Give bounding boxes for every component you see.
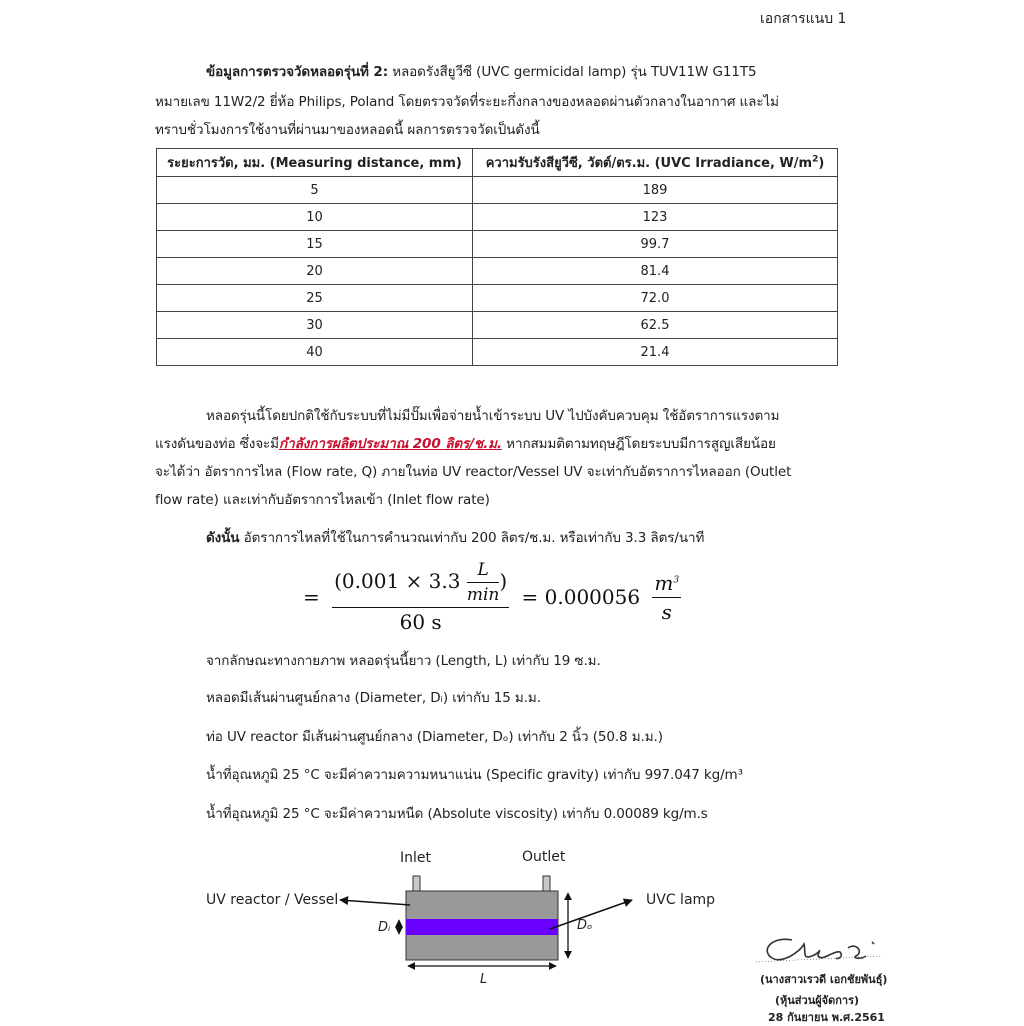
handwritten-signature bbox=[752, 922, 892, 972]
irradiance-cell: 81.4 bbox=[473, 258, 838, 285]
distance-cell: 40 bbox=[157, 339, 473, 366]
irradiance-cell: 189 bbox=[473, 177, 838, 204]
property-viscosity: น้ำที่อุณหภูมิ 25 °C จะมีค่าความหนืด (Absolute viscosity) เท่ากับ 0.00089 kg/m.s bbox=[206, 806, 708, 822]
distance-cell: 15 bbox=[157, 231, 473, 258]
irradiance-cell: 72.0 bbox=[473, 285, 838, 312]
signature-date: 28 กันยายน พ.ศ.2561 bbox=[768, 1011, 885, 1024]
di-label: Dᵢ bbox=[378, 920, 391, 935]
distance-cell: 20 bbox=[157, 258, 473, 285]
inlet-pipe bbox=[413, 876, 420, 891]
irradiance-cell: 99.7 bbox=[473, 231, 838, 258]
distance-cell: 25 bbox=[157, 285, 473, 312]
distance-cell: 10 bbox=[157, 204, 473, 231]
intro-line-3: ทราบชั่วโมงการใช้งานที่ผ่านมาของหลอดนี้ ผลการตรวจวัดเป็นดังนี้ bbox=[155, 122, 540, 138]
irradiance-cell: 123 bbox=[473, 204, 838, 231]
para-line-4: flow rate) และเท่ากับอัตราการไหลเข้า (Inlet flow rate) bbox=[155, 492, 490, 508]
intro-line-1-text: หลอดรังสียูวีซี (UVC germicidal lamp) รุ่น TUV11W G11T5 bbox=[392, 64, 757, 80]
equation-unit: $\frac{m^3}{s}$ bbox=[654, 570, 680, 624]
inlet-label: Inlet bbox=[400, 850, 431, 866]
signatory-name: (นางสาวเรวดี เอกชัยพันธุ์) bbox=[760, 973, 888, 986]
uvc-lamp-bar bbox=[406, 919, 558, 935]
para-line-3: จะได้ว่า อัตราการไหล (Flow rate, Q) ภายในท่อ UV reactor/Vessel UV จะเท่ากับอัตราการไหลออก (Outlet bbox=[155, 464, 792, 480]
therefore-line: ดังนั้น อัตราการไหลที่ใช้ในการคำนวณเท่ากับ 200 ลิตร/ช.ม. หรือเท่ากับ 3.3 ลิตร/นาที bbox=[206, 530, 705, 546]
property-reactor-diameter: ท่อ UV reactor มีเส้นผ่านศูนย์กลาง (Diameter, Dₒ) เท่ากับ 2 นิ้ว (50.8 ม.ม.) bbox=[206, 729, 663, 745]
outlet-label: Outlet bbox=[522, 849, 566, 865]
lamp-arrow bbox=[550, 900, 632, 929]
para-line-1: หลอดรุ่นนี้โดยปกติใช้กับระบบที่ไม่มีปั๊มเพื่อจ่ายน้ำเข้าระบบ UV ไปบังคับควบคุม ใช้อัตราการแรงตาม bbox=[206, 408, 780, 424]
lamp-label: UVC lamp bbox=[646, 892, 716, 908]
distance-cell: 5 bbox=[157, 177, 473, 204]
property-length: จากลักษณะทางกายภาพ หลอดรุ่นนี้ยาว (Length, L) เท่ากับ 19 ซ.ม. bbox=[206, 653, 601, 669]
attachment-label: เอกสารแนบ 1 bbox=[760, 11, 847, 27]
do-label: Dₒ bbox=[577, 918, 593, 933]
para-line-2: แรงดันของท่อ ซึ่งจะมีกำลังการผลิตประมาณ 200 ลิตร/ช.ม. หากสมมติตามทฤษฎีโดยระบบมีการสูญเสียน้อย bbox=[155, 436, 776, 452]
flow-equation: = (0.001 × 3.3 $\frac{L}{\min}$ ) 60 s = 0.000056 $\frac{m^3}{s}$ bbox=[303, 560, 680, 634]
signatory-role: (หุ้นส่วนผู้จัดการ) bbox=[775, 994, 860, 1007]
vessel-arrow bbox=[340, 900, 410, 905]
highlighted-capacity: กำลังการผลิตประมาณ 200 ลิตร/ช.ม. bbox=[278, 436, 502, 452]
outlet-pipe bbox=[543, 876, 550, 891]
property-lamp-diameter: หลอดมีเส้นผ่านศูนย์กลาง (Diameter, Dᵢ) เท่ากับ 15 ม.ม. bbox=[206, 690, 541, 706]
intro-title: ข้อมูลการตรวจวัดหลอดรุ่นที่ 2: bbox=[206, 64, 388, 80]
equation-main-fraction: (0.001 × 3.3 $\frac{L}{\min}$ ) 60 s bbox=[334, 560, 508, 634]
property-density: น้ำที่อุณหภูมิ 25 °C จะมีค่าความความหนาแน่น (Specific gravity) เท่ากับ 997.047 kg/m³ bbox=[206, 767, 743, 783]
col-distance-header: ระยะการวัด, มม. (Measuring distance, mm) bbox=[157, 149, 473, 177]
distance-cell: 30 bbox=[157, 312, 473, 339]
length-label: L bbox=[480, 972, 488, 987]
col-irradiance-header: ความรับรังสียูวีซี, วัตต์/ตร.ม. (UVC Irradiance, $W/m^2$) bbox=[473, 149, 838, 177]
irradiance-cell: 21.4 bbox=[473, 339, 838, 366]
vessel-label: UV reactor / Vessel bbox=[206, 892, 339, 908]
irradiance-cell: 62.5 bbox=[473, 312, 838, 339]
intro-line-2: หมายเลข 11W2/2 ยี่ห้อ Philips, Poland โดยตรวจวัดที่ระยะกึ่งกลางของหลอดผ่านตัวกลางในอากาศ และไม่ bbox=[155, 94, 779, 110]
